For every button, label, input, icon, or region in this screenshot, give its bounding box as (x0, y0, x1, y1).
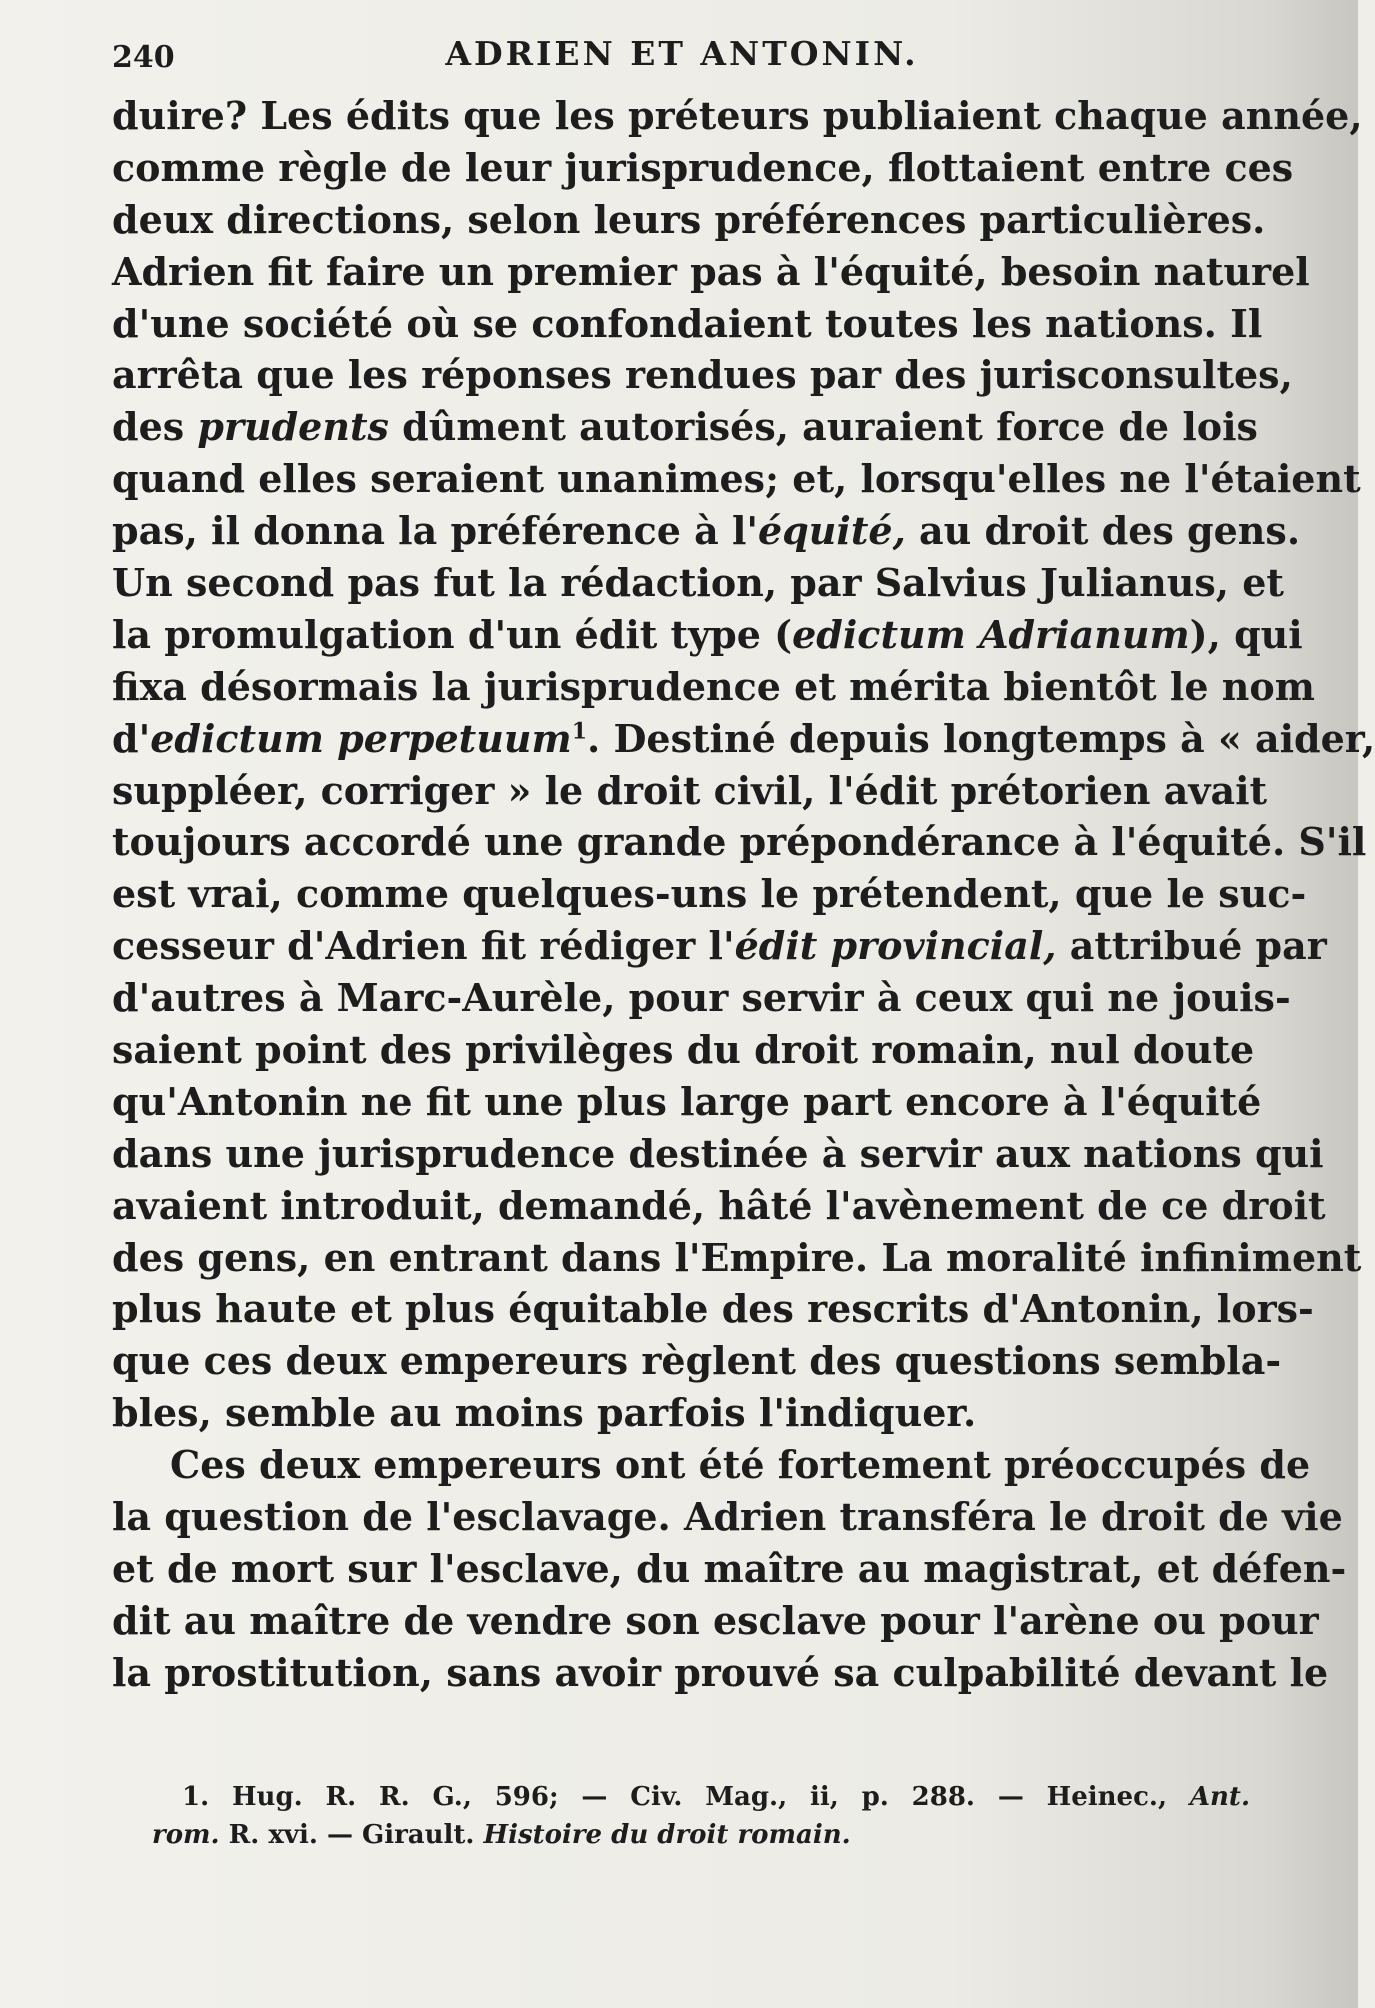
text-line (112, 1283, 1314, 1335)
text-run: la question de l'esclavage. Adrien transféra le droit de vie (112, 1494, 1343, 1540)
text-run: arrêta que les réponses rendues par des jurisconsultes, (112, 352, 1293, 398)
text-run: . Destiné depuis longtemps à « aider, (587, 715, 1375, 761)
text-line (112, 1128, 1324, 1180)
text-line (112, 142, 1294, 194)
text-line (112, 1439, 1311, 1491)
text-run: Un second pas fut la rédaction, par Salvius Julianus, et (112, 560, 1284, 606)
text-line (112, 557, 1284, 609)
text-line (112, 816, 1367, 868)
text-line (112, 349, 1293, 401)
text-run: d'une société où se confondaient toutes les nations. Il (112, 300, 1263, 346)
text-line (112, 661, 1315, 713)
text-run: au droit des gens. (905, 508, 1301, 554)
text-line (112, 1024, 1255, 1076)
italic-text: Ant. (1189, 1782, 1250, 1812)
italic-text: édit provincial, (734, 923, 1057, 969)
text-run: duire? Les édits que les préteurs publiaient chaque année, (112, 93, 1363, 138)
text-run: R. xvi. — Girault. (219, 1820, 484, 1850)
italic-text: équité, (758, 508, 906, 554)
text-run: Ces deux empereurs ont été fortement préoccupés de (170, 1442, 1311, 1488)
text-run: d' (112, 715, 151, 761)
text-run: des gens, en entrant dans l'Empire. La moralité infiniment (112, 1234, 1362, 1280)
italic-text: rom. (152, 1820, 220, 1850)
text-run: est vrai, comme quelques-uns le prétendent, que le suc- (112, 871, 1307, 917)
text-line (112, 453, 1361, 505)
page-header (112, 30, 1252, 90)
text-run: bles, semble au moins parfois l'indiquer. (112, 1390, 977, 1436)
text-line (112, 1387, 1250, 1439)
text-line (112, 920, 1327, 972)
text-line (112, 1232, 1362, 1284)
text-run: fixa désormais la jurisprudence et mérita bientôt le nom (112, 663, 1315, 709)
text-line (112, 1491, 1343, 1543)
italic-text: Histoire du droit romain. (483, 1820, 851, 1850)
text-line (112, 1076, 1262, 1128)
text-run: ), qui (1189, 611, 1303, 657)
text-run: dans une jurisprudence destinée à servir aux nations qui (112, 1130, 1324, 1176)
text-run: que ces deux empereurs règlent des questions sembla- (112, 1338, 1282, 1384)
footnote-line (112, 1816, 1250, 1854)
text-run: des (112, 404, 198, 450)
running-head: ADRIEN ET ANTONIN. (445, 34, 919, 73)
italic-text: edictum Adrianum (792, 611, 1190, 657)
text-run: avaient introduit, demandé, hâté l'avènement de ce droit (112, 1182, 1326, 1228)
text-run: dûment autorisés, auraient force de lois (388, 404, 1258, 450)
text-line (112, 90, 1363, 142)
text-line (112, 765, 1268, 817)
text-line (112, 1595, 1319, 1647)
text-line (112, 194, 1266, 246)
text-run: attribué par (1056, 923, 1327, 969)
text-run: d'autres à Marc-Aurèle, pour servir à ceux qui ne jouis- (112, 975, 1291, 1021)
text-run: et de mort sur l'esclave, du maître au magistrat, et défen- (112, 1545, 1347, 1591)
text-run: pas, il donna la préférence à l' (112, 508, 759, 554)
text-line (112, 1543, 1347, 1595)
body-text (112, 90, 1375, 1699)
text-run: deux directions, selon leurs préférences particulières. (112, 196, 1266, 242)
text-run: saient point des privilèges du droit romain, nul doute (112, 1027, 1255, 1073)
italic-text: prudents (197, 404, 389, 450)
text-run: comme règle de leur jurisprudence, flottaient entre ces (112, 144, 1294, 190)
text-line (112, 1335, 1282, 1387)
text-run: la promulgation d'un édit type ( (112, 611, 793, 657)
text-line (112, 972, 1291, 1024)
text-run: dit au maître de vendre son esclave pour l'arène ou pour (112, 1597, 1319, 1643)
text-run: suppléer, corriger » le droit civil, l'édit prétorien avait (112, 767, 1268, 813)
text-run: quand elles seraient unanimes; et, lorsqu'elles ne l'étaient (112, 456, 1361, 502)
text-run: qu'Antonin ne fit une plus large part encore à l'équité (112, 1078, 1262, 1124)
text-line (112, 298, 1263, 350)
text-run: cesseur d'Adrien fit rédiger l' (112, 923, 735, 969)
text-line (112, 713, 1375, 765)
text-line (112, 1647, 1329, 1699)
text-run: toujours accordé une grande prépondérance à l'équité. S'il (112, 819, 1367, 865)
text-line (112, 868, 1307, 920)
text-run: plus haute et plus équitable des rescrits d'Antonin, lors- (112, 1286, 1314, 1332)
footnote (112, 1778, 1250, 1854)
text-run: 1. Hug. R. R. G., 596; — Civ. Mag., ii, p. 288. — Heinec., (182, 1782, 1190, 1812)
page-number: 240 (112, 40, 175, 75)
text-line (112, 401, 1258, 453)
italic-text: edictum perpetuum (150, 715, 572, 761)
footnote-line (112, 1778, 1250, 1816)
text-line (112, 246, 1310, 298)
text-line (112, 609, 1303, 661)
text-line (112, 505, 1301, 557)
text-run: la prostitution, sans avoir prouvé sa culpabilité devant le (112, 1649, 1329, 1695)
text-run: Adrien fit faire un premier pas à l'équité, besoin naturel (112, 248, 1310, 294)
footnote-ref: 1 (571, 718, 588, 745)
text-line (112, 1180, 1326, 1232)
